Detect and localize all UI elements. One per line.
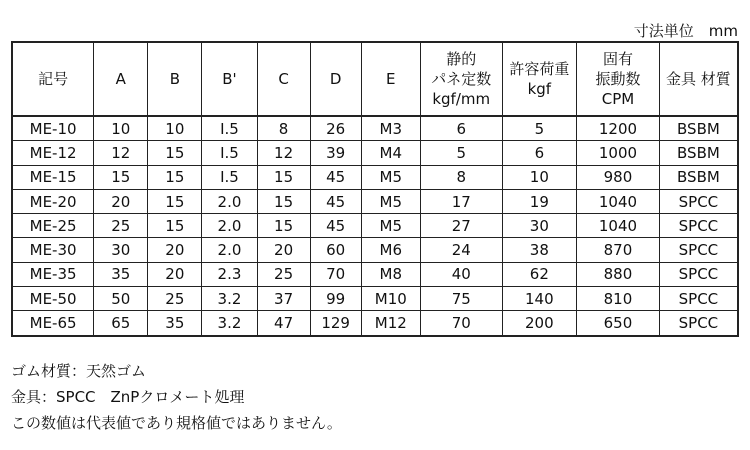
table-cell: 2.0 [202, 238, 257, 262]
table-cell: 6 [420, 116, 502, 141]
table-cell: ME-50 [12, 287, 94, 311]
table-cell: ME-15 [12, 165, 94, 189]
column-header-line: E [386, 70, 396, 88]
table-cell: 1040 [577, 214, 660, 238]
table-cell: 15 [257, 189, 310, 213]
table-row [12, 238, 738, 262]
table-cell: 870 [577, 238, 660, 262]
table-cell: 2.0 [202, 189, 257, 213]
table-cell: 880 [577, 262, 660, 286]
column-header [502, 42, 577, 116]
table-row [12, 214, 738, 238]
table-cell: 1200 [577, 116, 660, 141]
column-header [659, 42, 738, 116]
table-cell: 15 [148, 189, 202, 213]
table-cell: 10 [502, 165, 577, 189]
table-cell: 2.0 [202, 214, 257, 238]
column-header [361, 42, 420, 116]
table-cell: 15 [148, 165, 202, 189]
table-cell: 26 [310, 116, 361, 141]
column-header-line: 静的 [446, 50, 477, 68]
table-cell: 24 [420, 238, 502, 262]
table-row [12, 311, 738, 336]
table-cell: 5 [502, 116, 577, 141]
column-header-line: C [278, 70, 289, 88]
table-cell: 35 [148, 311, 202, 336]
table-cell: 3.2 [202, 287, 257, 311]
column-header [12, 42, 94, 116]
table-cell: 10 [148, 116, 202, 141]
column-header-line: 記号 [38, 70, 69, 88]
table-cell: 37 [257, 287, 310, 311]
table-cell: 27 [420, 214, 502, 238]
table-cell: 30 [502, 214, 577, 238]
column-header-line: D [329, 70, 342, 88]
table-cell: 10 [94, 116, 148, 141]
table-cell: 47 [257, 311, 310, 336]
table-cell: 20 [257, 238, 310, 262]
unit-label: 寸法単位 mm [633, 22, 738, 40]
table-cell: 15 [257, 165, 310, 189]
table-cell: 200 [502, 311, 577, 336]
table-cell: ME-10 [12, 116, 94, 141]
table-cell: SPCC [659, 262, 738, 286]
notes [11, 358, 342, 436]
note-disclaimer: この数値は代表値であり規格値ではありません。 [11, 414, 342, 432]
table-cell: 8 [257, 116, 310, 141]
table-cell: 8 [420, 165, 502, 189]
table-cell: 3.2 [202, 311, 257, 336]
table-cell: 12 [94, 141, 148, 165]
table-cell: 30 [94, 238, 148, 262]
table-cell: 45 [310, 165, 361, 189]
table-cell: M5 [361, 189, 420, 213]
table-cell: M5 [361, 165, 420, 189]
table-cell: M5 [361, 214, 420, 238]
table-row [12, 165, 738, 189]
table-cell: M12 [361, 311, 420, 336]
column-header [310, 42, 361, 116]
table-cell: 15 [257, 214, 310, 238]
table-cell: 19 [502, 189, 577, 213]
table-cell: 6 [502, 141, 577, 165]
table-cell: 15 [94, 165, 148, 189]
table-header-row [12, 42, 738, 116]
table-cell: 20 [148, 238, 202, 262]
table-cell: 99 [310, 287, 361, 311]
table-cell: BSBM [659, 165, 738, 189]
table-cell: 5 [420, 141, 502, 165]
table-cell: 35 [94, 262, 148, 286]
table-cell: 62 [502, 262, 577, 286]
table-cell: 15 [148, 141, 202, 165]
table-cell: 65 [94, 311, 148, 336]
table-cell: 1000 [577, 141, 660, 165]
table-cell: I.5 [202, 165, 257, 189]
table-cell: M10 [361, 287, 420, 311]
table-cell: 20 [94, 189, 148, 213]
table-cell: SPCC [659, 287, 738, 311]
table-cell: 810 [577, 287, 660, 311]
table-cell: ME-65 [12, 311, 94, 336]
table-row [12, 287, 738, 311]
table-cell: 39 [310, 141, 361, 165]
note-fitting-material: 金具：SPCC ZnPクロメート処理 [11, 388, 245, 406]
table-cell: M8 [361, 262, 420, 286]
table-cell: BSBM [659, 116, 738, 141]
column-header-line: A [115, 70, 126, 88]
table-cell: BSBM [659, 141, 738, 165]
table-cell: ME-25 [12, 214, 94, 238]
table-cell: SPCC [659, 214, 738, 238]
table-cell: ME-30 [12, 238, 94, 262]
table-cell: 70 [420, 311, 502, 336]
table-cell: 25 [257, 262, 310, 286]
column-header-line: B' [222, 70, 237, 88]
column-header-line: CPM [601, 90, 635, 108]
table-cell: 70 [310, 262, 361, 286]
table-cell: 45 [310, 189, 361, 213]
table-cell: 45 [310, 214, 361, 238]
table-cell: I.5 [202, 141, 257, 165]
table-cell: M3 [361, 116, 420, 141]
table-cell: 40 [420, 262, 502, 286]
table-row [12, 262, 738, 286]
table-cell: 1040 [577, 189, 660, 213]
column-header [420, 42, 502, 116]
table-cell: 17 [420, 189, 502, 213]
table-cell: 2.3 [202, 262, 257, 286]
column-header [257, 42, 310, 116]
table-cell: 75 [420, 287, 502, 311]
column-header-line: 許容荷重 [509, 60, 570, 78]
table-cell: 25 [148, 287, 202, 311]
table-cell: 650 [577, 311, 660, 336]
column-header-line: B [169, 70, 180, 88]
column-header-line: 振動数 [595, 70, 641, 88]
table-cell: M6 [361, 238, 420, 262]
table-cell: ME-35 [12, 262, 94, 286]
table-cell: M4 [361, 141, 420, 165]
table-row [12, 116, 738, 141]
column-header-line: 金具 材質 [666, 70, 731, 88]
table-cell: 38 [502, 238, 577, 262]
table-cell: 20 [148, 262, 202, 286]
table-body [12, 116, 738, 336]
table-cell: 50 [94, 287, 148, 311]
table-cell: SPCC [659, 189, 738, 213]
column-header [202, 42, 257, 116]
table-row [12, 189, 738, 213]
column-header [94, 42, 148, 116]
table-row [12, 141, 738, 165]
column-header-line: kgf [527, 80, 552, 98]
column-header [577, 42, 660, 116]
table-cell: 129 [310, 311, 361, 336]
table-cell: 60 [310, 238, 361, 262]
table-cell: 25 [94, 214, 148, 238]
table-cell: SPCC [659, 311, 738, 336]
table-cell: 140 [502, 287, 577, 311]
column-header-line: 固有 [602, 50, 633, 68]
table-cell: SPCC [659, 238, 738, 262]
column-header-line: パネ定数 [431, 70, 492, 88]
note-rubber-material: ゴム材質：天然ゴム [11, 362, 147, 380]
column-header-line: kgf/mm [432, 90, 491, 108]
table-cell: ME-20 [12, 189, 94, 213]
table-cell: ME-12 [12, 141, 94, 165]
spec-table [11, 41, 739, 337]
column-header [148, 42, 202, 116]
table-cell: 15 [148, 214, 202, 238]
table-cell: 12 [257, 141, 310, 165]
table-cell: I.5 [202, 116, 257, 141]
table-cell: 980 [577, 165, 660, 189]
